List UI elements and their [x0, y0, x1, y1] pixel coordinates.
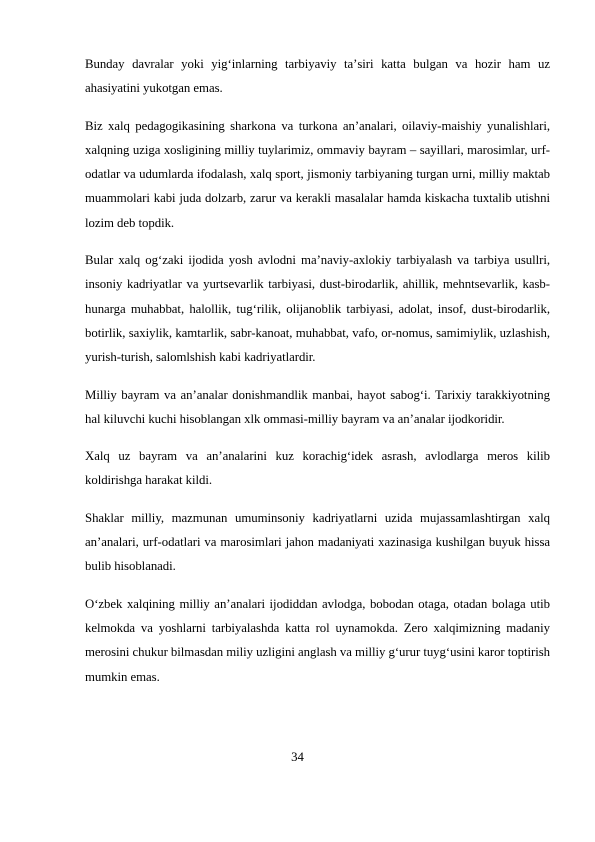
paragraph-3: Bular xalq ogʻzaki ijodida yosh avlodni maʼnaviy-axlokiy tarbiyalash va tarbiya usullri, insoniy kadriyatlar va yurtsevarlik tarbiyasi, dust-birodarlik, ahillik, mehntsevarlik, kasb-hunarga muhabbat, halollik, tugʻrilik, olijanoblik tarbiyasi, adolat, insof, dust-birodarlik, botirlik, saxiylik, kamtarlik, sabr-kanoat, muhabbat, vafo, or-nomus, samimiylik, uzlashish, yurish-turish, salomlshish kabi kadriyatlardir. [85, 253, 550, 365]
paragraph-7: Oʻzbek xalqining milliy anʼanalari ijodiddan avlodga, bobodan otaga, otadan bolaga utib kelmokda va yoshlarni tarbiyalashda katta rol uynamokda. Zero xalqimizning madaniy merosini chukur bilmasdan miliy uzligini anglash va milliy gʻurur tuygʻusini karor toptirish mumkin emas. [85, 596, 550, 684]
paragraph-1: Bunday davralar yoki yigʻinlarning tarbiyaviy taʼsiri katta bulgan va hozir ham uz ahasiyatini yukotgan emas. [85, 57, 550, 96]
page-number: 34 [291, 750, 304, 764]
paragraph-4: Milliy bayram va anʼanalar donishmandlik manbai, hayot sabogʻi. Tarixiy tarakkiyotning hal kiluvchi kuchi hisoblangan xlk ommasi-milliy bayram va anʼanalar ijodkoridir. [85, 387, 550, 426]
document-body [85, 52, 550, 702]
paragraph-6: Shaklar milliy, mazmunan umuminsoniy kadriyatlarni uzida mujassamlashtirgan xalq anʼanalari, urf-odatlari va marosimlari jahon madaniyati xazinasiga kushilgan buyuk hissa bulib hisoblanadi. [85, 510, 550, 574]
paragraph-5: Xalq uz bayram va anʼanalarini kuz korachigʻidek asrash, avlodlarga meros kilib koldirishga harakat kildi. [85, 449, 550, 488]
paragraph-2: Biz xalq pedagogikasining sharkona va turkona anʼanalari, oilaviy-maishiy yunalishlari, xalqning uziga xosligining milliy tuylarimiz, ommaviy bayram – sayillari, marosimlar, urf-odatlar va udumlarda ifodalash, xalq sport, jismoniy tarbiyaning turgan urni, milliy maktab muammolari kabi juda dolzarb, zarur va kerakli masalalar hamda kiskacha tuxtalib utishni lozim deb topdik. [85, 118, 550, 230]
